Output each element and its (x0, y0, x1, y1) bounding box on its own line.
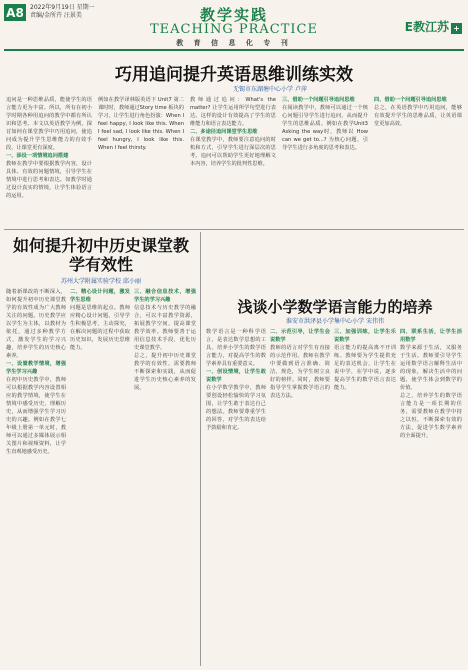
article1-para-4: 在课堂教学中，教师要注意追问的时机和方式，引导学生进行深层次的思考。追问可以帮助学生更好地理解文本内容，培养学生的批判性思维。 (190, 137, 276, 167)
article3-para-4: 语言能力的提高离不开训练。教师要为学生提供充足的表达机会，让学生在说中学，在学中说，逐步提高学生的数学语言表达能力。 (334, 345, 396, 391)
article3-para-5: 数学来源于生活，又服务于生活。教师要引导学生运用数学语言解释生活中的现象，解决生活中的问题，使学生体会到数学的价值。 (400, 345, 462, 391)
page-number: A8 (4, 4, 26, 21)
article1-subhead-2: 二、多途径追问课堂学生思维 (190, 129, 258, 135)
article1-para-5: 在阅读教学中，教师可以通过一个核心问题引导学生进行追问，从而提升学生的思维品质。例如在教学Unit3 Asking the way时，教师以 How can we get to...? 为核心问题，引导学生进行多角度的思考和表达。 (282, 105, 368, 151)
article2-subhead-2: 二、精心设计问题，激发学生思维 (70, 289, 130, 303)
article3-title: 浅谈小学数学语言能力的培养 (237, 298, 433, 316)
issue-date: 2022年9月19日 星期一 (30, 4, 95, 11)
article1-subhead-3: 三、借助一个问题引导追问思维 (282, 97, 355, 103)
publication-logo (405, 18, 462, 35)
article2-byline: 苏州大学附属实验学校 邱小丽 (61, 278, 141, 285)
article1-subhead-1: 一、添设一项情境追问搭建 (6, 153, 69, 159)
logo-text: E教江苏 (404, 20, 449, 34)
article3-subhead-2: 二、示范引导，让学生会说数学 (270, 329, 330, 343)
section-divider (4, 229, 464, 230)
article3-subhead-4: 四、联系生活，让学生活用数学 (400, 329, 462, 343)
article3-subhead-3: 三、加强训练，让学生乐说数学 (334, 329, 396, 343)
article1-column-5 (374, 96, 462, 226)
section-title: 教学实践 (199, 6, 268, 24)
article2-para-1: 随着新课改的不断深入，如何提升初中历史课堂教学的有效性成为广大教师关注的问题。历史教学应以学生为主体，以教材为依托，通过多种教学方式，激发学生的学习兴趣，培养学生的历史核心素养。 (6, 289, 66, 359)
article3-column-3 (334, 328, 396, 664)
article1-byline: 无锡市东湖塘中心小学 卢萍 (233, 86, 307, 93)
article2-para-2: 在初中历史教学中，教师可以根据教学内容设置相应的教学情境，使学生在情境中感受历史，理解历史，从而增强学生学习历史的兴趣。例如在教学七年级上册第一单元时，教师可以通过多媒体展示相关图片和视频资料，让学生直观地感受历史。 (6, 377, 66, 455)
article1-column-3 (190, 96, 276, 226)
article2-column-3 (134, 288, 196, 664)
article3-column-2 (270, 328, 330, 664)
article2-title: 如何提升初中历史课堂教学有效性 (12, 236, 189, 274)
article2-column-2 (70, 288, 130, 664)
section-subtitle: 教 育 信 息 化 专 刊 (176, 39, 292, 47)
article1-title: 巧用追问提升英语思维训练实效 (115, 65, 353, 85)
article1-column-4 (282, 96, 368, 226)
article2-para-3: 问题是思维的起点。教师应精心设计问题，引导学生积极思考，主动探究，在解决问题的过程中获取历史知识，发展历史思维能力。 (70, 305, 130, 351)
article3-para-3: 教师的语言对学生有直接的示范作用。教师在教学中要做到语言准确、简洁、规范，为学生树立良好的榜样。同时，教师要指导学生掌握数学语言的表达方法。 (270, 345, 330, 399)
article1-subhead-4: 四、借助一个问题引导追问思维 (374, 97, 447, 103)
article3-para-1: 数学语言是一种科学语言，是表达数学思想的工具。培养小学生的数学语言能力，对提高学生的数学素养具有重要意义。 (206, 329, 266, 367)
header-rule (4, 49, 464, 51)
article2-column-1 (6, 288, 66, 664)
article3-byline: 淮安市洪泽县小学集中心小学 宋伟伟 (286, 318, 384, 325)
article1-para-6: 总之，在英语教学中巧用追问，能够有效提升学生的思维品质，让英语课堂更加高效。 (374, 105, 462, 127)
article3-column-1 (206, 328, 266, 664)
article3-column-4 (400, 328, 462, 664)
article2-para-4: 信息技术与历史教学的融合，可以丰富教学资源，拓展教学空间，提高课堂教学效率。教师要善于运用信息技术手段，优化历史课堂教学。 (134, 305, 196, 351)
article3-subhead-1: 一、创设情境，让学生敢说数学 (206, 369, 266, 383)
article2-para-5: 总之，提升初中历史课堂教学的有效性，需要教师不断探索和实践，从而促进学生历史核心素养的发展。 (134, 353, 196, 391)
article2-subhead-1: 一、设置教学情境，增强学生学习兴趣 (6, 361, 66, 375)
section-title-english: TEACHING PRACTICE (150, 22, 318, 37)
article1-para-2: 例如在教学译林版英语下 Unit7 第二课时时，教师通过Story time 板块的学习，让学生进行角色扮演：When I feel happy, I look like this. When I feel sad, I look like this. When I feel hungry, I look like this. When I feel thirsty. (98, 97, 184, 151)
column-divider (200, 232, 201, 666)
editors: 责编/金所卉 汪景美 (30, 12, 82, 19)
article1-para-3: 教师通过追问：What's the matter? 让学生运用所学句型进行表达。这样的设计有效提高了学生的思维能力和语言表达能力。 (190, 97, 276, 127)
article1-para-1: 教师在教学中要根据教学内容，设计具体、有效的问题情境，引导学生在情境中进行思考和表达。如教学时通过设计真实的情境，让学生体验语言的运用。 (6, 161, 92, 199)
logo-badge-icon: + (451, 23, 462, 34)
article3-para-6: 总之，培养学生的数学语言能力是一项长期的任务，需要教师在教学中持之以恒，不断探索有效的方法，促进学生数学素养的全面提升。 (400, 393, 462, 439)
article1-column-2 (98, 96, 184, 226)
article1-intro: 追问是一种思维品质，能使学生的语言能力更为丰富。所以，所有在初小学时期各种用追问的教学中都有所认识和思考。本文以英语教学为例，探讨如何在课堂教学中巧用追问，使追问成为提升学生思维能力的有效手段，让课堂更有深度。 (6, 97, 92, 151)
article3-para-2: 在小学数学教学中，教师要创设轻松愉快的学习氛围，让学生敢于表达自己的想法。教师要尊重学生的回答，对学生的表达给予鼓励和肯定。 (206, 385, 266, 431)
article2-subhead-3: 三、融合信息技术，增强学生的学习兴趣 (134, 289, 196, 303)
article1-column-1 (6, 96, 92, 226)
